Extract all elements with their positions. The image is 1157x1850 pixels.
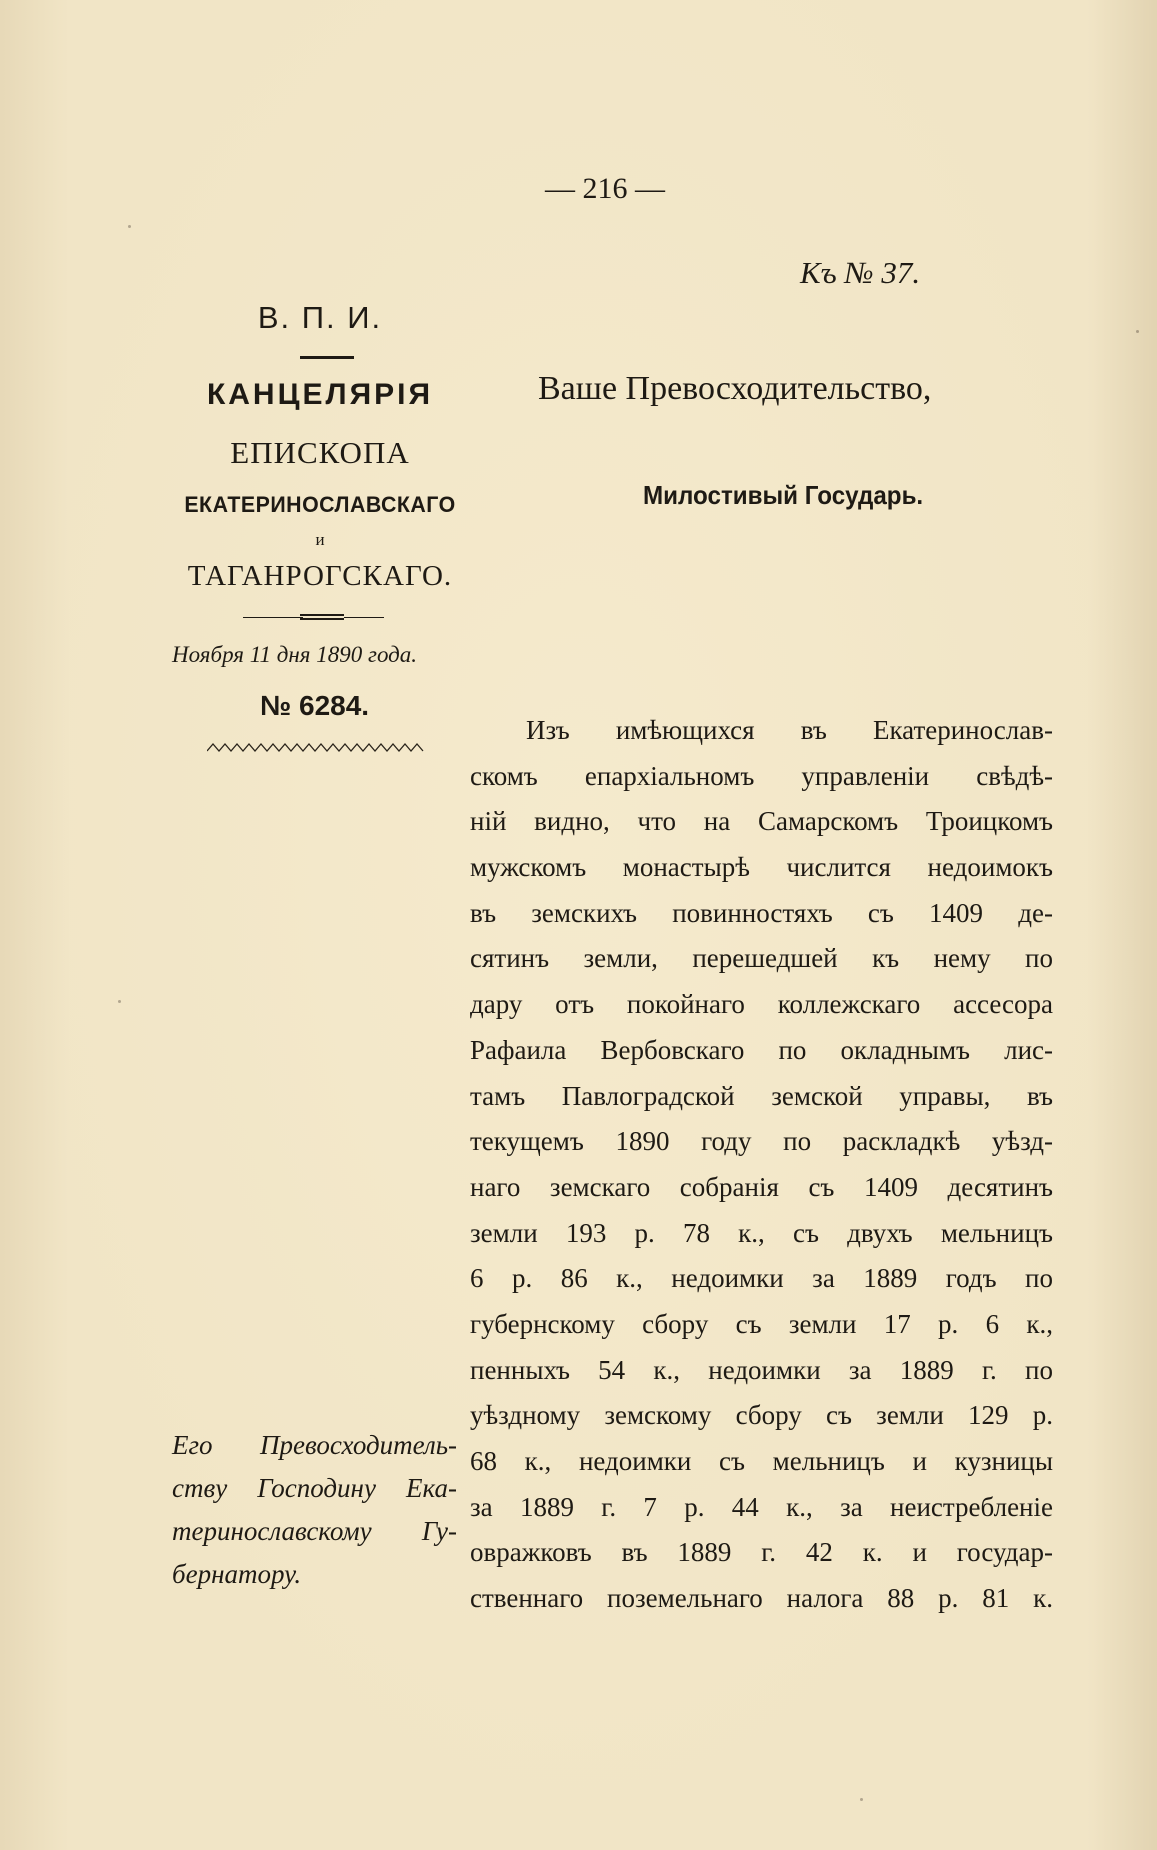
ornamental-rule-right [344, 617, 384, 618]
greeting: Милостивый Государь. [643, 480, 924, 510]
letter-date: Ноября 11 дня 1890 года. [172, 642, 418, 667]
body-line: 68 к., недоимки съ мельницъ и кузницы [470, 1446, 1053, 1476]
letterhead-initials: В. П. И. [257, 300, 383, 335]
reference-number: Къ № 37. [800, 255, 921, 290]
ornamental-rule-left [243, 617, 303, 618]
letterhead-city: ТАГАНРОГСКАГО. [187, 560, 453, 592]
body-line: за 1889 г. 7 р. 44 к., за неистребленіе [470, 1491, 1053, 1522]
body-line: текущемъ 1890 году по раскладкѣ уѣзд- [470, 1126, 1053, 1157]
paper-speck [118, 1000, 121, 1003]
body-line: ственнаго поземельнаго налога 88 р. 81 к. [470, 1583, 1053, 1614]
letter-body [470, 708, 1053, 1622]
letterhead-rule [300, 356, 354, 359]
body-line: мужскомъ монастырѣ числится недоимокъ [470, 852, 1053, 883]
body-line: Изъ имѣющихся въ Екатеринослав- [526, 715, 1053, 745]
body-line: дару отъ покойнаго коллежскаго ассесора [470, 989, 1053, 1020]
letterhead-chancery: КАНЦЕЛЯРІЯ [206, 378, 434, 411]
body-line: сятинъ земли, перешедшей къ нему по [470, 943, 1053, 974]
addressee-block: Его Превосходитель-ству Господину Ека-теринославскому Гу-бернатору. [172, 1430, 457, 1589]
letterhead-bishop: ЕПИСКОПА [230, 435, 410, 470]
body-line: наго земскаго собранія съ 1409 десятинъ [470, 1171, 1053, 1202]
paper-speck [1136, 330, 1139, 333]
zigzag-divider [207, 742, 427, 754]
paper-speck [860, 1798, 863, 1801]
letterhead-conjunction: и [315, 530, 325, 549]
body-line: пенныхъ 54 к., недоимки за 1889 г. по [470, 1354, 1053, 1385]
salutation: Ваше Превосходительство, [538, 370, 932, 407]
body-line: тамъ Павлоградской земской управы, въ [470, 1080, 1053, 1111]
body-line: овражковъ въ 1889 г. 42 к. и государ- [470, 1537, 1053, 1568]
body-line: губернскому сбору съ земли 17 р. 6 к., [470, 1308, 1053, 1339]
body-line: въ земскихъ повинностяхъ съ 1409 де- [470, 897, 1053, 928]
body-line: 6 р. 86 к., недоимки за 1889 годъ по [470, 1263, 1053, 1294]
paper-speck [128, 225, 131, 228]
body-line: земли 193 р. 78 к., съ двухъ мельницъ [470, 1217, 1053, 1248]
body-line: уѣздному земскому сбору съ земли 129 р. [470, 1400, 1053, 1431]
body-line: Рафаила Вербовскаго по окладнымъ лис- [470, 1034, 1053, 1065]
body-line: скомъ епархіальномъ управленіи свѣдѣ- [470, 760, 1053, 791]
ornamental-rule-center [300, 614, 344, 620]
body-line: ній видно, что на Самарскомъ Троицкомъ [470, 806, 1053, 837]
page-number: — 216 — [545, 172, 665, 205]
document-number: № 6284. [260, 690, 370, 721]
letterhead-diocese: ЕКАТЕРИНОСЛАВСКАГО [184, 492, 456, 517]
